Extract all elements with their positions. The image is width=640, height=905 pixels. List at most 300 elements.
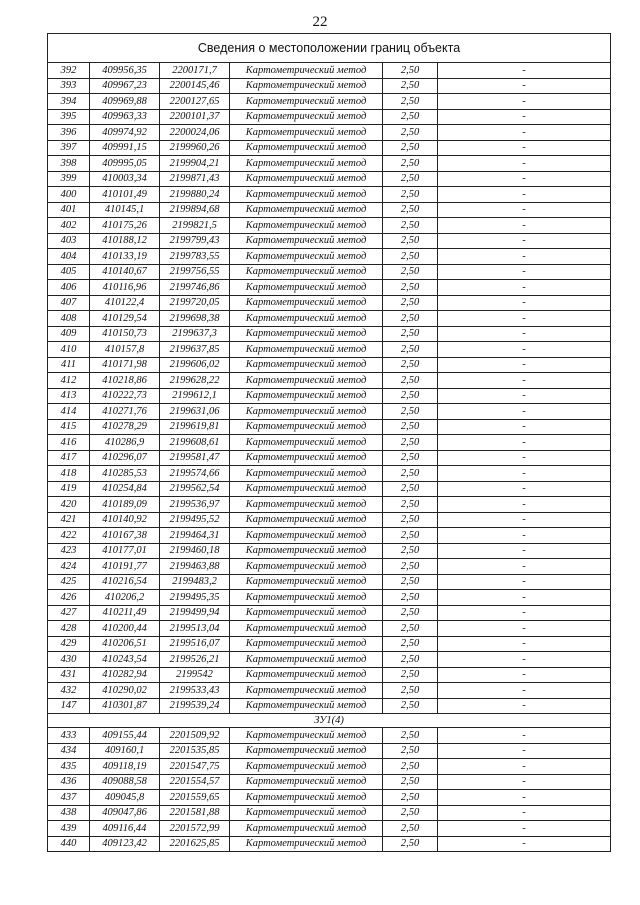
determination-method-cell: Картометрический метод: [230, 698, 383, 714]
table-row: [48, 590, 611, 606]
description-cell: -: [438, 233, 611, 249]
table-row: [48, 311, 611, 327]
coordinate-y-cell: 2200024,06: [160, 125, 230, 141]
table-row: [48, 187, 611, 203]
description-cell: -: [438, 419, 611, 435]
point-number-cell: 421: [48, 512, 90, 528]
table-row: [48, 652, 611, 668]
point-number-cell: 428: [48, 621, 90, 637]
table-row: [48, 698, 611, 714]
coordinate-x-cell: 410003,34: [90, 171, 160, 187]
description-cell: -: [438, 264, 611, 280]
determination-method-cell: Картометрический метод: [230, 636, 383, 652]
point-number-cell: 438: [48, 805, 90, 821]
point-number-cell: 440: [48, 836, 90, 852]
description-cell: -: [438, 652, 611, 668]
boundary-coordinates-table: [47, 33, 611, 852]
coordinate-x-cell: 409963,33: [90, 109, 160, 125]
accuracy-value-cell: 2,50: [383, 698, 438, 714]
description-cell: -: [438, 574, 611, 590]
determination-method-cell: Картометрический метод: [230, 667, 383, 683]
determination-method-cell: Картометрический метод: [230, 63, 383, 79]
page-number: 22: [312, 14, 328, 30]
coordinate-x-cell: 410188,12: [90, 233, 160, 249]
determination-method-cell: Картометрический метод: [230, 559, 383, 575]
point-number-cell: 424: [48, 559, 90, 575]
table-row: [48, 836, 611, 852]
description-cell: -: [438, 311, 611, 327]
coordinate-x-cell: 410243,54: [90, 652, 160, 668]
coordinate-x-cell: 410140,67: [90, 264, 160, 280]
coordinate-y-cell: 2199562,54: [160, 481, 230, 497]
point-number-cell: 395: [48, 109, 90, 125]
accuracy-value-cell: 2,50: [383, 140, 438, 156]
description-cell: -: [438, 621, 611, 637]
accuracy-value-cell: 2,50: [383, 774, 438, 790]
table-row: [48, 636, 611, 652]
accuracy-value-cell: 2,50: [383, 435, 438, 451]
determination-method-cell: Картометрический метод: [230, 512, 383, 528]
accuracy-value-cell: 2,50: [383, 218, 438, 234]
determination-method-cell: Картометрический метод: [230, 836, 383, 852]
coordinate-y-cell: 2200171,7: [160, 63, 230, 79]
accuracy-value-cell: 2,50: [383, 187, 438, 203]
description-cell: -: [438, 202, 611, 218]
description-cell: -: [438, 605, 611, 621]
coordinate-y-cell: 2199581,47: [160, 450, 230, 466]
coordinate-y-cell: 2199464,31: [160, 528, 230, 544]
table-row: [48, 466, 611, 482]
point-number-cell: 429: [48, 636, 90, 652]
description-cell: -: [438, 836, 611, 852]
accuracy-value-cell: 2,50: [383, 605, 438, 621]
coordinate-y-cell: 2199574,66: [160, 466, 230, 482]
table-row: [48, 94, 611, 110]
determination-method-cell: Картометрический метод: [230, 759, 383, 775]
point-number-cell: 426: [48, 590, 90, 606]
table-row: [48, 233, 611, 249]
coordinate-x-cell: 410290,02: [90, 683, 160, 699]
determination-method-cell: Картометрический метод: [230, 683, 383, 699]
point-number-cell: 436: [48, 774, 90, 790]
coordinate-x-cell: 410177,01: [90, 543, 160, 559]
coordinate-x-cell: 409047,86: [90, 805, 160, 821]
accuracy-value-cell: 2,50: [383, 94, 438, 110]
coordinate-x-cell: 410150,73: [90, 326, 160, 342]
coordinate-y-cell: 2201509,92: [160, 728, 230, 744]
description-cell: -: [438, 481, 611, 497]
determination-method-cell: Картометрический метод: [230, 171, 383, 187]
point-number-cell: 411: [48, 357, 90, 373]
table-row: [48, 218, 611, 234]
coordinate-y-cell: 2199533,43: [160, 683, 230, 699]
description-cell: -: [438, 435, 611, 451]
coordinate-y-cell: 2199606,02: [160, 357, 230, 373]
description-cell: -: [438, 698, 611, 714]
coordinate-x-cell: 409995,05: [90, 156, 160, 172]
coordinate-x-cell: 410101,49: [90, 187, 160, 203]
determination-method-cell: Картометрический метод: [230, 590, 383, 606]
accuracy-value-cell: 2,50: [383, 821, 438, 837]
accuracy-value-cell: 2,50: [383, 311, 438, 327]
coordinate-x-cell: 409967,23: [90, 78, 160, 94]
accuracy-value-cell: 2,50: [383, 125, 438, 141]
point-number-cell: 412: [48, 373, 90, 389]
coordinate-x-cell: 409088,58: [90, 774, 160, 790]
coordinate-y-cell: 2199536,97: [160, 497, 230, 513]
determination-method-cell: Картометрический метод: [230, 342, 383, 358]
point-number-cell: 422: [48, 528, 90, 544]
description-cell: -: [438, 63, 611, 79]
point-number-cell: 425: [48, 574, 90, 590]
table-row: [48, 805, 611, 821]
determination-method-cell: Картометрический метод: [230, 357, 383, 373]
point-number-cell: 400: [48, 187, 90, 203]
description-cell: -: [438, 805, 611, 821]
point-number-cell: 423: [48, 543, 90, 559]
table-row: [48, 326, 611, 342]
description-cell: -: [438, 94, 611, 110]
determination-method-cell: Картометрический метод: [230, 774, 383, 790]
accuracy-value-cell: 2,50: [383, 78, 438, 94]
determination-method-cell: Картометрический метод: [230, 295, 383, 311]
table-row: [48, 171, 611, 187]
coordinate-y-cell: 2201572,99: [160, 821, 230, 837]
accuracy-value-cell: 2,50: [383, 481, 438, 497]
coordinate-x-cell: 410157,8: [90, 342, 160, 358]
table-row: [48, 821, 611, 837]
table-row: [48, 621, 611, 637]
coordinate-x-cell: 410167,38: [90, 528, 160, 544]
table-row: [48, 667, 611, 683]
coordinate-x-cell: 409155,44: [90, 728, 160, 744]
determination-method-cell: Картометрический метод: [230, 528, 383, 544]
table-row: [48, 249, 611, 265]
coordinate-y-cell: 2201535,85: [160, 743, 230, 759]
boundary-table-sheet: [47, 33, 610, 852]
table-row: [48, 140, 611, 156]
description-cell: -: [438, 295, 611, 311]
coordinate-y-cell: 2199542: [160, 667, 230, 683]
table-row: [48, 357, 611, 373]
description-cell: -: [438, 543, 611, 559]
determination-method-cell: Картометрический метод: [230, 109, 383, 125]
description-cell: -: [438, 140, 611, 156]
coordinate-x-cell: 410211,49: [90, 605, 160, 621]
table-row: [48, 481, 611, 497]
point-number-cell: 434: [48, 743, 90, 759]
point-number-cell: 401: [48, 202, 90, 218]
coordinate-x-cell: 410191,77: [90, 559, 160, 575]
coordinate-y-cell: 2199637,3: [160, 326, 230, 342]
section-label: ЗУ1(4): [48, 714, 611, 728]
coordinate-y-cell: 2199756,55: [160, 264, 230, 280]
accuracy-value-cell: 2,50: [383, 466, 438, 482]
determination-method-cell: Картометрический метод: [230, 743, 383, 759]
accuracy-value-cell: 2,50: [383, 790, 438, 806]
accuracy-value-cell: 2,50: [383, 295, 438, 311]
coordinate-x-cell: 409116,44: [90, 821, 160, 837]
table-row: [48, 759, 611, 775]
description-cell: -: [438, 218, 611, 234]
accuracy-value-cell: 2,50: [383, 388, 438, 404]
accuracy-value-cell: 2,50: [383, 528, 438, 544]
coordinate-y-cell: 2199495,35: [160, 590, 230, 606]
accuracy-value-cell: 2,50: [383, 326, 438, 342]
coordinate-y-cell: 2200127,65: [160, 94, 230, 110]
description-cell: -: [438, 667, 611, 683]
coordinate-y-cell: 2200145,46: [160, 78, 230, 94]
coordinate-y-cell: 2201625,85: [160, 836, 230, 852]
coordinate-y-cell: 2199499,94: [160, 605, 230, 621]
determination-method-cell: Картометрический метод: [230, 805, 383, 821]
coordinate-x-cell: 410116,96: [90, 280, 160, 296]
point-number-cell: 416: [48, 435, 90, 451]
coordinate-y-cell: 2199880,24: [160, 187, 230, 203]
description-cell: -: [438, 342, 611, 358]
coordinate-x-cell: 410189,09: [90, 497, 160, 513]
coordinate-y-cell: 2199526,21: [160, 652, 230, 668]
point-number-cell: 394: [48, 94, 90, 110]
description-cell: -: [438, 450, 611, 466]
table-row: [48, 528, 611, 544]
table-row: [48, 574, 611, 590]
determination-method-cell: Картометрический метод: [230, 621, 383, 637]
determination-method-cell: Картометрический метод: [230, 466, 383, 482]
determination-method-cell: Картометрический метод: [230, 78, 383, 94]
coordinate-y-cell: 2199619,81: [160, 419, 230, 435]
table-row: [48, 78, 611, 94]
determination-method-cell: Картометрический метод: [230, 125, 383, 141]
coordinate-y-cell: 2199539,24: [160, 698, 230, 714]
coordinate-y-cell: 2199871,43: [160, 171, 230, 187]
determination-method-cell: Картометрический метод: [230, 264, 383, 280]
point-number-cell: 398: [48, 156, 90, 172]
coordinate-x-cell: 410140,92: [90, 512, 160, 528]
table-row: [48, 419, 611, 435]
point-number-cell: 419: [48, 481, 90, 497]
table-row: [48, 728, 611, 744]
description-cell: -: [438, 821, 611, 837]
table-row: [48, 404, 611, 420]
accuracy-value-cell: 2,50: [383, 63, 438, 79]
point-number-cell: 433: [48, 728, 90, 744]
coordinate-y-cell: 2201559,65: [160, 790, 230, 806]
coordinate-y-cell: 2199799,43: [160, 233, 230, 249]
table-row: [48, 295, 611, 311]
point-number-cell: 431: [48, 667, 90, 683]
description-cell: -: [438, 636, 611, 652]
accuracy-value-cell: 2,50: [383, 404, 438, 420]
coordinate-x-cell: 410200,44: [90, 621, 160, 637]
determination-method-cell: Картометрический метод: [230, 450, 383, 466]
determination-method-cell: Картометрический метод: [230, 94, 383, 110]
coordinate-y-cell: 2199495,52: [160, 512, 230, 528]
table-row: [48, 743, 611, 759]
determination-method-cell: Картометрический метод: [230, 728, 383, 744]
point-number-cell: 414: [48, 404, 90, 420]
accuracy-value-cell: 2,50: [383, 512, 438, 528]
accuracy-value-cell: 2,50: [383, 202, 438, 218]
description-cell: -: [438, 759, 611, 775]
description-cell: -: [438, 404, 611, 420]
coordinate-x-cell: 410285,53: [90, 466, 160, 482]
coordinate-x-cell: 410218,86: [90, 373, 160, 389]
description-cell: -: [438, 512, 611, 528]
table-title: Сведения о местоположении границ объекта: [48, 34, 611, 63]
coordinate-x-cell: 410278,29: [90, 419, 160, 435]
coordinate-x-cell: 409991,15: [90, 140, 160, 156]
determination-method-cell: Картометрический метод: [230, 218, 383, 234]
accuracy-value-cell: 2,50: [383, 805, 438, 821]
coordinate-x-cell: 410216,54: [90, 574, 160, 590]
coordinate-y-cell: 2199960,26: [160, 140, 230, 156]
coordinate-y-cell: 2199612,1: [160, 388, 230, 404]
point-number-cell: 405: [48, 264, 90, 280]
point-number-cell: 409: [48, 326, 90, 342]
determination-method-cell: Картометрический метод: [230, 435, 383, 451]
table-row: [48, 280, 611, 296]
table-row: [48, 264, 611, 280]
accuracy-value-cell: 2,50: [383, 233, 438, 249]
description-cell: -: [438, 249, 611, 265]
determination-method-cell: Картометрический метод: [230, 280, 383, 296]
coordinate-y-cell: 2199463,88: [160, 559, 230, 575]
table-row: [48, 605, 611, 621]
point-number-cell: 396: [48, 125, 90, 141]
description-cell: -: [438, 171, 611, 187]
coordinate-x-cell: 410286,9: [90, 435, 160, 451]
point-number-cell: 437: [48, 790, 90, 806]
point-number-cell: 427: [48, 605, 90, 621]
table-row: [48, 683, 611, 699]
accuracy-value-cell: 2,50: [383, 419, 438, 435]
determination-method-cell: Картометрический метод: [230, 202, 383, 218]
coordinate-y-cell: 2199637,85: [160, 342, 230, 358]
coordinate-x-cell: 410296,07: [90, 450, 160, 466]
coordinate-x-cell: 409123,42: [90, 836, 160, 852]
coordinate-y-cell: 2199698,38: [160, 311, 230, 327]
table-row: [48, 125, 611, 141]
point-number-cell: 392: [48, 63, 90, 79]
table-row: [48, 450, 611, 466]
table-row: [48, 774, 611, 790]
description-cell: -: [438, 373, 611, 389]
determination-method-cell: Картометрический метод: [230, 574, 383, 590]
description-cell: -: [438, 156, 611, 172]
coordinate-y-cell: 2199516,07: [160, 636, 230, 652]
accuracy-value-cell: 2,50: [383, 264, 438, 280]
accuracy-value-cell: 2,50: [383, 280, 438, 296]
determination-method-cell: Картометрический метод: [230, 140, 383, 156]
point-number-cell: 430: [48, 652, 90, 668]
description-cell: -: [438, 388, 611, 404]
coordinate-y-cell: 2199821,5: [160, 218, 230, 234]
coordinate-x-cell: 410171,98: [90, 357, 160, 373]
description-cell: -: [438, 357, 611, 373]
coordinate-y-cell: 2199608,61: [160, 435, 230, 451]
accuracy-value-cell: 2,50: [383, 652, 438, 668]
description-cell: -: [438, 187, 611, 203]
coordinate-y-cell: 2201547,75: [160, 759, 230, 775]
description-cell: -: [438, 326, 611, 342]
determination-method-cell: Картометрический метод: [230, 790, 383, 806]
determination-method-cell: Картометрический метод: [230, 404, 383, 420]
coordinate-x-cell: 410271,76: [90, 404, 160, 420]
determination-method-cell: Картометрический метод: [230, 605, 383, 621]
point-number-cell: 413: [48, 388, 90, 404]
table-row: [48, 342, 611, 358]
description-cell: -: [438, 790, 611, 806]
accuracy-value-cell: 2,50: [383, 559, 438, 575]
coordinate-x-cell: 409160,1: [90, 743, 160, 759]
determination-method-cell: Картометрический метод: [230, 311, 383, 327]
point-number-cell: 399: [48, 171, 90, 187]
coordinate-x-cell: 410206,51: [90, 636, 160, 652]
determination-method-cell: Картометрический метод: [230, 187, 383, 203]
coordinate-x-cell: 410129,54: [90, 311, 160, 327]
description-cell: -: [438, 109, 611, 125]
point-number-cell: 393: [48, 78, 90, 94]
point-number-cell: 403: [48, 233, 90, 249]
coordinate-x-cell: 410254,84: [90, 481, 160, 497]
description-cell: -: [438, 743, 611, 759]
accuracy-value-cell: 2,50: [383, 743, 438, 759]
point-number-cell: 415: [48, 419, 90, 435]
table-row: [48, 790, 611, 806]
coordinate-y-cell: 2201554,57: [160, 774, 230, 790]
accuracy-value-cell: 2,50: [383, 249, 438, 265]
coordinate-y-cell: 2201581,88: [160, 805, 230, 821]
coordinate-y-cell: 2199746,86: [160, 280, 230, 296]
coordinate-y-cell: 2199460,18: [160, 543, 230, 559]
point-number-cell: 397: [48, 140, 90, 156]
description-cell: -: [438, 774, 611, 790]
point-number-cell: 407: [48, 295, 90, 311]
accuracy-value-cell: 2,50: [383, 590, 438, 606]
coordinate-x-cell: 409956,35: [90, 63, 160, 79]
determination-method-cell: Картометрический метод: [230, 419, 383, 435]
accuracy-value-cell: 2,50: [383, 683, 438, 699]
accuracy-value-cell: 2,50: [383, 357, 438, 373]
table-row: [48, 388, 611, 404]
coordinate-y-cell: 2199513,04: [160, 621, 230, 637]
description-cell: -: [438, 497, 611, 513]
description-cell: -: [438, 466, 611, 482]
coordinate-x-cell: 409045,8: [90, 790, 160, 806]
coordinate-x-cell: 410175,26: [90, 218, 160, 234]
point-number-cell: 147: [48, 698, 90, 714]
accuracy-value-cell: 2,50: [383, 109, 438, 125]
coordinate-x-cell: 409974,92: [90, 125, 160, 141]
determination-method-cell: Картометрический метод: [230, 497, 383, 513]
accuracy-value-cell: 2,50: [383, 450, 438, 466]
table-row: [48, 559, 611, 575]
determination-method-cell: Картометрический метод: [230, 481, 383, 497]
description-cell: -: [438, 590, 611, 606]
table-row: [48, 109, 611, 125]
point-number-cell: 408: [48, 311, 90, 327]
accuracy-value-cell: 2,50: [383, 373, 438, 389]
accuracy-value-cell: 2,50: [383, 574, 438, 590]
description-cell: -: [438, 728, 611, 744]
coordinate-y-cell: 2199894,68: [160, 202, 230, 218]
coordinate-y-cell: 2199631,06: [160, 404, 230, 420]
accuracy-value-cell: 2,50: [383, 497, 438, 513]
description-cell: -: [438, 125, 611, 141]
table-caption-row: [48, 34, 611, 63]
coordinate-x-cell: 410282,94: [90, 667, 160, 683]
